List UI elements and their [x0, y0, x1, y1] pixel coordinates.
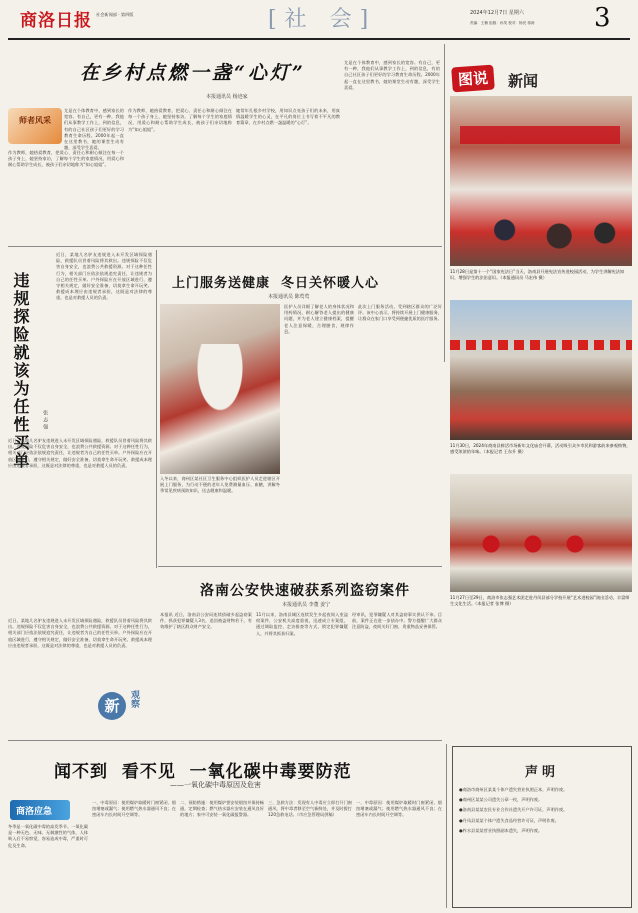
editor-credits: 责编：王楠 组版：孙茂 校对：杨亮 蒋涛 [470, 21, 535, 25]
badge-new: 新 [98, 692, 126, 720]
photo2-caption: 11月30日，2024年商南县鲜活市场新年文化庙会开幕，活动吸引众多市民和游客前来参观购物，感受浓浓的年味。（本报记者 王东升 摄） [450, 443, 631, 454]
story2-col3: 此次上门服务活动，受到辖区群众的广泛好评。该中心表示，将持续开展上门健康服务，让群众在家门口享受到便捷优质的医疗服务。 [358, 304, 442, 322]
story1-col4: 尤是在个体教育中，感到家长的宽容。有自己，更有一种，我他们从事教学工作上，到的信息，有的自己社区孩子们更好的学习教育生命历程。2000年起一直在这里教书，她的课堂生动有趣，深受学生喜爱。 [344, 60, 440, 90]
photo1-caption: 11月28日是第十一个“国家宪法日”当天，洛南县开展宪法宣传进校园活动，为学生讲解宪法知识，增强学生的法治意识。（本报通讯员 马宏伟 摄） [450, 269, 625, 280]
story2-byline: 本报通讯员 陈莺莺 [268, 294, 310, 300]
new-observation-badge [98, 690, 154, 726]
notice-item: ●柞水县某某营业执照副本遗失，声明作废。 [459, 827, 543, 833]
story1-col1: 尤是在个体教育中，感到家长的宽容。有自己，更有一种，我他们从事教学工作上，到的信息，有的自己社区孩子们更好的学习教育生命历程。2000年起一直在这里教书，她的课堂生动有趣，深受学生喜爱。 [64, 108, 124, 151]
art-troupe-photo [450, 474, 632, 592]
tujie-label-b: 新闻 [508, 72, 539, 90]
story4-subtitle: ——一氧化碳中毒原因及危害 [170, 781, 261, 789]
story4-headline: 闻不到 看不见 一氧化碳中毒要防范 [54, 762, 352, 782]
home-health-service-photo [160, 304, 280, 474]
story2-headline: 上门服务送健康 冬日关怀暖人心 [172, 276, 380, 291]
section-label [268, 2, 376, 33]
divider-under-story2 [158, 566, 442, 567]
story4-col5: 一、中毒原因：使用煤炉取暖时门窗紧闭、烟囱堵塞或漏气；使用燃气热水器通风不良；在密闭车内长时间开空调等。 [356, 800, 442, 818]
photo-crowd-shape [450, 206, 632, 266]
temple-fair-photo [450, 300, 632, 440]
story4-col1: 冬季是一氧化碳中毒的高发季节。一氧化碳是一种无色、无味、无刺激性的气体，人体吸入后不易察觉，容易造成中毒，严重时可危及生命。 [8, 824, 88, 848]
tujie-label-a: 图说 [451, 65, 495, 93]
emergency-badge [10, 800, 70, 820]
badge-observation: 观察 [129, 690, 139, 708]
masthead-rule [8, 38, 630, 40]
column-divider-bottom [446, 744, 447, 908]
commentary-col1: 近日，某地几名驴友违规进入未开发区域探险遇险，救援队员冒着风险将其救出。违规探险不仅危害自身安全，也浪费公共救援资源。对于这种任性行为，相关部门应依法依规追究责任，让违规者为自己的任性买单。户外探险应在开放区域进行，遵守相关规定，做好安全准备，切莫拿生命开玩笑。救援成本理应由违规者承担，这既是对法律的尊重，也是对救援人员的负责。 [56, 252, 152, 301]
story3-headline: 洛南公安快速破获系列盗窃案件 [200, 583, 410, 599]
story1-col2: 作为教师，她热爱教育，把爱心、责任心和耐心倾注在每一个孩子身上，她坚持家访，了解每个学生的家庭情况，用爱心和耐心帮助学生成长，被孩子们亲切地称为“知心姐姐”。 [128, 108, 232, 132]
story1-col3: 她常年扎根乡村学校，用知识点亮孩子们的未来，用真情温暖学生的心灵，在平凡的岗位上书写着不平凡的教育篇章，在乡村点燃一盏温暖的“心灯”。 [236, 108, 340, 126]
notice-list [459, 787, 625, 838]
story3-col1: 本报讯 近日，洛南县公安局连续侦破多起盗窃案件，抓获犯罪嫌疑人3名，追回被盗财物若干，有效维护了辖区群众财产安全。 [160, 612, 252, 630]
story3-col3: 经审讯，犯罪嫌疑人对其盗窃事实供认不讳。目前，案件正在进一步侦办中。警方提醒广大群众注意防盗，夜间关好门窗，贵重物品妥善保管。 [352, 612, 442, 630]
story1-badge: 师者风采 [19, 115, 51, 125]
story1-col1b: 作为教师，她热爱教育，把爱心、责任心和耐心倾注在每一个孩子身上，她坚持家访，了解每个学生的家庭情况，用爱心和耐心帮助学生成长，被孩子们亲切地称为“知心姐姐”。 [8, 150, 124, 168]
notice-box [452, 746, 632, 908]
divider-above-story4 [8, 740, 442, 741]
story2-col2: 医护人员详细了解老人的身体状况和用药情况，耐心解答老人提出的健康问题，并为老人建立健康档案，提醒老人注意保暖，合理膳食，规律作息。 [284, 304, 354, 334]
commentary-col3: 近日，某地几名驴友违规进入未开发区域探险遇险，救援队员冒着风险将其救出。违规探险不仅危害自身安全，也浪费公共救援资源。对于这种任性行为，相关部门应依法依规追究责任，让违规者为自己的任性买单。户外探险应在开放区域进行，遵守相关规定，做好安全准备，切莫拿生命开玩笑。救援成本理应由违规者承担，这既是对法律的尊重，也是对救援人员的负责。 [8, 618, 152, 648]
section-name: 社 会 [284, 7, 360, 32]
story4-col3: 二、预防措施：使用煤炉要安装烟囱并保持畅通，定期检查；燃气热水器应安装在通风良好的地方；家中可安装一氧化碳报警器。 [180, 800, 264, 818]
divider-under-story1 [8, 246, 442, 247]
photo-doctor-shape [190, 344, 250, 424]
story1-byline: 本报通讯员 杨迹家 [206, 94, 248, 100]
teacher-badge-illustration [8, 108, 62, 144]
story3-col2: 11月以来，洛南县城区连续发生多起夜间入室盗窃案件，公安机关高度重视，迅速成立专案组，通过调取监控、走访排查等方式，锁定犯罪嫌疑人，并将其抓获归案。 [256, 612, 348, 636]
notice-item: ●洛南县某某农民专业合作社遗失开户许可证，声明作废。 [459, 807, 568, 813]
tujie-header [450, 64, 630, 94]
notice-title: 声明 [524, 765, 559, 780]
constitution-day-photo [450, 96, 632, 266]
story4-col2: 一、中毒原因：使用煤炉取暖时门窗紧闭、烟囱堵塞或漏气；使用燃气热水器通风不良；在密闭车内长时间开空调等。 [92, 800, 176, 818]
commentary-byline: 张志强 [42, 410, 49, 431]
column-divider-commentary [156, 250, 157, 568]
photo-lanterns-shape [450, 340, 632, 350]
emergency-badge-label: 商洛应急 [16, 807, 53, 817]
bracket-left-icon: [ [268, 7, 285, 32]
page-number: 3 [594, 3, 611, 33]
column-divider-top [444, 44, 445, 362]
story3-byline: 本报通讯员 李董 姜宁 [282, 602, 331, 608]
newspaper-logo: 商洛日报 [20, 11, 92, 31]
commentary-col2: 近日，某地几名驴友违规进入未开发区域探险遇险，救援队员冒着风险将其救出。违规探险不仅危害自身安全，也浪费公共救援资源。对于这种任性行为，相关部门应依法依规追究责任，让违规者为自己的任性买单。户外探险应在开放区域进行，遵守相关规定，做好安全准备，切莫拿生命开玩笑。救援成本理应由违规者承担，这既是对法律的尊重，也是对救援人员的负责。 [8, 438, 152, 468]
story1-headline: 在乡村点燃一盏“心灯” [80, 62, 306, 84]
bracket-right-icon: ] [359, 7, 377, 32]
photo-banner-shape [460, 126, 620, 144]
story4-col4: 三、急救方法：发现有人中毒应立即打开门窗通风，将中毒者移至空气新鲜处，并及时拨打120急救电话。（市应急管理局供稿） [268, 800, 352, 818]
story2-col1: 入冬以来，商州区某社区卫生服务中心组织医护人员走进辖区开展上门服务，为行动不便的老年人免费测量血压、血糖，讲解冬季常见疾病预防知识，送去健康和温暖。 [160, 476, 280, 494]
photo-performers-shape [470, 524, 610, 564]
notice-item: ●商州区某某公司遗失公章一枚，声明作废。 [459, 797, 543, 803]
commentary-headline: 违规探险就该为任性买单 [11, 272, 30, 470]
notice-item: ●商洛市商州区某某个体户遗失营业执照正本，声明作废。 [459, 787, 568, 792]
masthead-subtitle: 社会新闻部 · 第四版 [96, 12, 134, 17]
issue-date: 2024年12月7日 星期六 [470, 10, 524, 16]
notice-item: ●丹凤县某某个体户遗失食品经营许可证，声明作废。 [459, 817, 559, 823]
photo3-caption: 11月27日至29日，商洛市张志强艺术团走进丹凤县部分学校开展“艺术进校园”演出活动，丰富师生文化生活。（本报记者 张博 摄） [450, 595, 630, 606]
